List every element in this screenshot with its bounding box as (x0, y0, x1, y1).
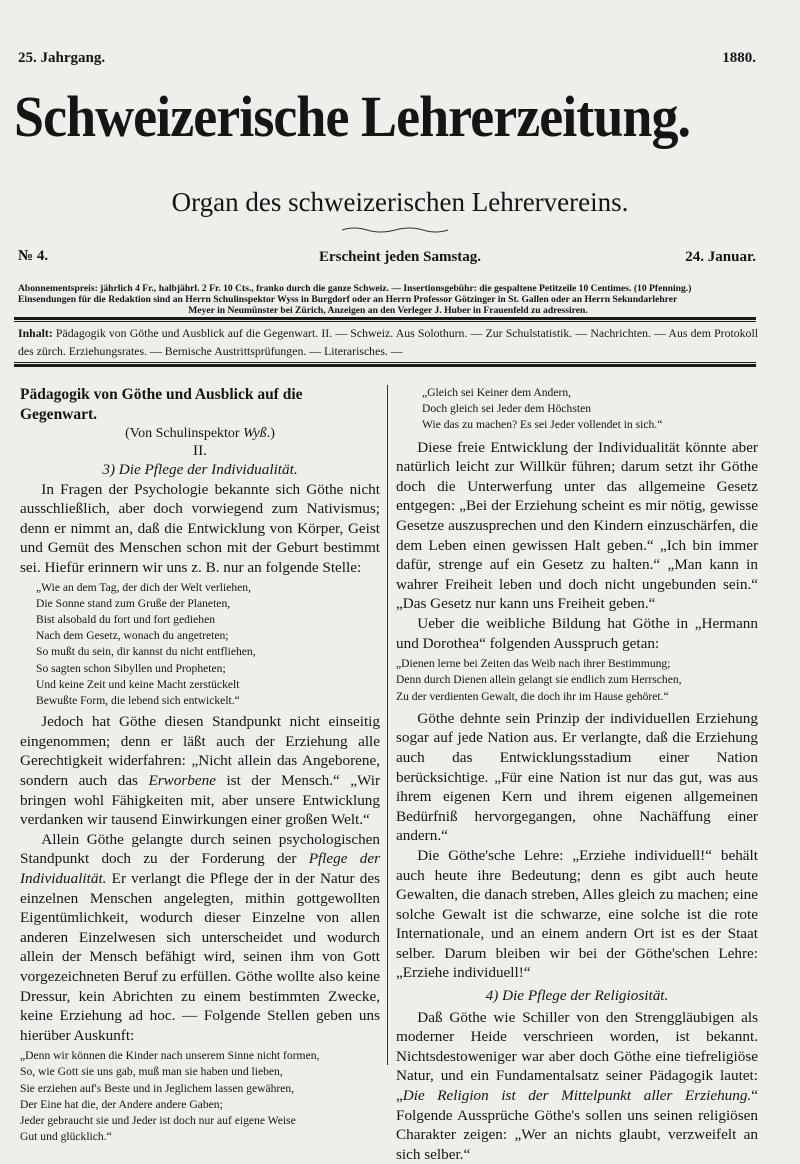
paragraph (396, 1008, 758, 1164)
masthead-title: Schweizerische Lehrerzeitung. (14, 84, 691, 149)
poem-line: So mußt du sein, dir kannst du nicht entfliehen, (36, 645, 256, 659)
poem-line: Gut und glücklich.“ (20, 1130, 112, 1144)
paragraph: Diese freie Entwicklung der Individualität könnte aber natürlich leicht zur Willkür führen; darum setzt ihr Göthe doch die Unterwerfung unter das allgemeine Gesetz entgegen: „Bei der Erziehung scheint es mir nötig, gewisse Gesetze auszusprechen und den Kindern einzuschärfen, die dem Leben einen gewissen Halt geben.“ „Ich bin immer dafür, strenge auf ein Gesetz zu halten.“ „Man kann in wahrer Freiheit leben und doch nicht ungebunden sein.“ „Das Gesetz nur kann uns Freiheit geben.“ (396, 438, 758, 613)
poem-line: Bewußte Form, die lebend sich entwickelt.“ (36, 693, 240, 707)
poem-line: So sagten schon Sibyllen und Propheten; (36, 661, 226, 675)
section-heading-4: 4) Die Pflege der Religiosität. (485, 987, 669, 1005)
paragraph: In Fragen der Psychologie bekannte sich Göthe nicht ausschließlich, aber doch vorwiegend zum Nativismus; denn er nimmt an, daß die Entwicklung von Körper, Geist und Gemüt des Menschen schon mit der Geburt bestimmt sei. Hiefür erinnern wir uns z. B. nur an folgende Stelle: (20, 480, 380, 576)
poem-line: Und keine Zeit und keine Macht zerstückelt (36, 677, 240, 691)
emphasis: Erworbene (148, 771, 216, 789)
emphasis: Pflege der Individualität. (20, 850, 380, 887)
subscription-info (18, 283, 758, 316)
poem-line: Der Eine hat die, der Andere andere Gaben; (20, 1097, 223, 1111)
paragraph-text: “ Folgende Aussprüche Göthe's sollen uns seinen religiösen Charakter zeigen: „Wer an nichts glaubt, verzweifelt an sich selber.“ (396, 1087, 758, 1163)
poem-line: „Wie an dem Tag, der dich der Welt verliehen, (36, 580, 251, 594)
poem-line: Nach dem Gesetz, wonach du angetreten; (36, 629, 229, 643)
poem-quote-3 (422, 385, 758, 434)
submission-line: Einsendungen für die Redaktion sind an Herrn Schulinspektor Wyss in Burgdorf oder an Herrn Professor Götzinger in St. Gallen oder an Herrn Sekundarlehrer (18, 294, 678, 305)
contents-label: Inhalt: (18, 326, 53, 340)
article-part: II. (193, 442, 207, 459)
volume-year: 25. Jahrgang. (18, 50, 106, 66)
byline-author: Wyß (243, 426, 267, 441)
byline-prefix: (Von Schulinspektor (125, 426, 244, 441)
byline-suffix: .) (266, 426, 275, 441)
paragraph-text: Jedoch hat Göthe diesen Standpunkt nicht einseitig eingenommen; denn er läßt auch der Erziehung alle Gerechtigkeit widerfahren: „Nicht allein das Angeborene, sondern auch das (20, 713, 380, 789)
left-column (20, 385, 380, 1150)
subscription-line: Abonnementspreis: jährlich 4 Fr., halbjährl. 2 Fr. 10 Cts., franko durch die ganze Schweiz. — Insertionsgebühr: die gespaltene Petitzeile 10 Centimes. (10 Pfenning.) (18, 283, 692, 294)
poem-quote-4 (396, 656, 758, 705)
flourish-ornament (340, 226, 450, 234)
paragraph-text: ist der Mensch.“ „Wir bringen wohl Fähigkeiten mit, aber unsere Entwicklung verdanken wir tausend Einwirkungen einer großen Welt.“ (20, 771, 380, 829)
publication-year: 1880. (722, 50, 756, 66)
poem-line: Jeder gebraucht sie und Jeder ist doch nur auf eigene Weise (20, 1114, 296, 1128)
contents-text: Pädagogik von Göthe und Ausblick auf die Gegenwart. II. — Schweiz. Aus Solothurn. — Zur Schulstatistik. — Nachrichten. — Aus dem Protokoll des zürch. Erziehungsrates. — Bernische Austrittsprüfungen. — Literarisches. — (18, 326, 759, 358)
article-byline (20, 425, 380, 442)
article-heading: Pädagogik von Göthe und Ausblick auf die Gegenwart. (20, 386, 303, 423)
paragraph (20, 712, 380, 830)
rule-top-thin (14, 321, 756, 322)
paragraph: Die Göthe'sche Lehre: „Erziehe individuell!“ behält auch heute ihre Bedeutung; denn es gibt auch heute Gewalten, die danach streben, Alles gleich zu machen; eine solche Gewalt ist die schwarze, eine solche ist die rote Internationale, und an einem andern Ort ist es der Staat selber. Darum bleiben wir bei der Göthe'schen Lehre: „Erziehe individuell!“ (396, 846, 758, 982)
paragraph-text: Er verlangt die Pflege der in der Natur des einzelnen Menschen angelegten, mithin gottgewollten Eigentümlichkeit, wodurch dieser Einzelne von allen anderen Einzelwesen sich unterscheidet und wodurch allein der Mensch befähigt wird, seinen ihm von Gott vorgezeichneten Beruf zu erfüllen. Göthe wollte also keine Dressur, kein Abrichten zu einem bestimmten Zwecke, keine Erziehung ad hoc. — Folgende Stellen geben uns hierüber Auskunft: (20, 869, 380, 1044)
paragraph: Ueber die weibliche Bildung hat Göthe in „Hermann und Dorothea“ folgenden Ausspruch getan: (396, 614, 758, 652)
poem-line: „Denn wir können die Kinder nach unserem Sinne nicht formen, (20, 1049, 320, 1063)
poem-line: So, wie Gott sie uns gab, muß man sie haben und lieben, (20, 1065, 283, 1079)
poem-line: „Dienen lerne bei Zeiten das Weib nach ihrer Bestimmung; (396, 657, 671, 671)
masthead-subtitle: Organ des schweizerischen Lehrervereins. (171, 187, 629, 217)
poem-line: Sie erziehen auf's Beste und in Jeglichem lassen gewähren, (20, 1081, 295, 1095)
rule-bottom-thick (14, 364, 756, 367)
poem-quote-1 (36, 580, 380, 710)
poem-line: Doch gleich sei Jeder dem Höchsten (422, 402, 592, 416)
issue-date: 24. Januar. (685, 249, 756, 265)
rule-top-thick (14, 317, 756, 320)
section-heading-3: 3) Die Pflege der Individualität. (102, 461, 298, 478)
poem-line: Denn durch Dienen allein gelangt sie endlich zum Herrschen, (396, 673, 682, 687)
poem-line: Wie das zu machen? Es sei Jeder vollendet in sich.“ (422, 418, 663, 432)
poem-line: „Gleich sei Keiner dem Andern, (422, 386, 572, 399)
poem-line: Zu der verdienten Gewalt, die doch ihr im Hause gehöret.“ (396, 689, 669, 703)
paragraph-text: Allein Göthe gelangte durch seinen psychologischen Standpunkt doch zu der Forderung der (20, 830, 380, 868)
poem-line: Die Sonne stand zum Gruße der Planeten, (36, 596, 231, 610)
issue-number: № 4. (18, 248, 49, 264)
poem-quote-2 (20, 1048, 380, 1145)
poem-line: Bist alsobald du fort und fort gediehen (36, 612, 216, 626)
paragraph: Göthe dehnte sein Prinzip der individuellen Erziehung sogar auf jede Nation aus. Er verlangte, daß die Erziehung auch das Entwicklungsstadium einer Nation berücksichtige. „Für eine Nation ist nur das gut, was aus ihrem eigenen Kern und ihrem eigenen allgemeinen Bedürfniß hervorgegangen, ohne Nachäffung einer andern.“ (396, 709, 758, 845)
paragraph-text: Daß Göthe wie Schiller von den Strenggläubigen als moderner Heide verschrieen worden, ist bekannt. Nichtsdestoweniger war aber doch Göthe eine tiefreligiöse Natur, und ein Fundamentalsatz seiner Pädagogik lautet: „ (396, 1008, 758, 1105)
column-divider (387, 385, 388, 1065)
paragraph (20, 830, 380, 1046)
submission-line-2: Meyer in Neumünster bei Zürich, Anzeigen an den Verleger J. Huber in Frauenfeld zu adressiren. (188, 305, 588, 316)
right-column (396, 385, 758, 1164)
table-of-contents (18, 324, 758, 360)
rule-bottom-thin (14, 362, 756, 363)
emphasis: Die Religion ist der Mittelpunkt aller Erziehung. (402, 1087, 752, 1105)
publication-frequency: Erscheint jeden Samstag. (318, 249, 482, 265)
